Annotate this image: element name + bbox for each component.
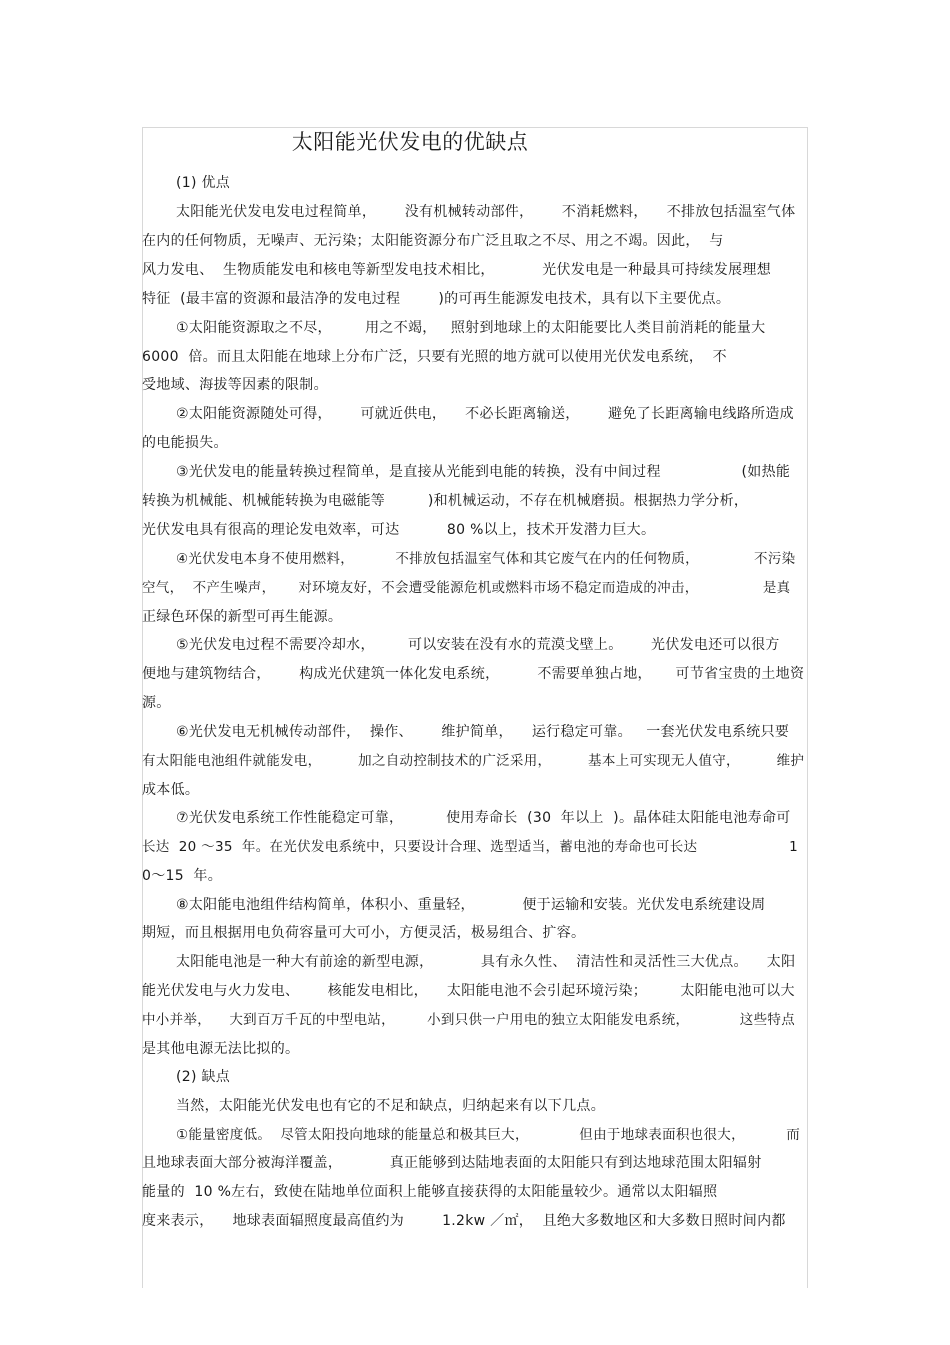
heading-advantages: (1) 优点 [176, 175, 231, 191]
paragraph-line: 成本低。 [142, 782, 200, 798]
paragraph-line: ①太阳能资源取之不尽， 用之不竭， 照射到地球上的太阳能要比人类目前消耗的能量大 [176, 320, 766, 336]
paragraph-line: 特征 (最丰富的资源和最洁净的发电过程 )的可再生能源发电技术，具有以下主要优点。 [142, 291, 731, 307]
paragraph-line: 风力发电、 生物质能发电和核电等新型发电技术相比， 光伏发电是一种最具可持续发展理想 [142, 262, 771, 278]
paragraph-line: 是其他电源无法比拟的。 [142, 1041, 300, 1057]
paragraph-line: 便地与建筑物结合， 构成光伏建筑一体化发电系统， 不需要单独占地， 可节省宝贵的土地资 [142, 666, 805, 682]
paragraph-line: 长达 20 ～35 年。在光伏发电系统中，只要设计合理、选型适当，蓄电池的寿命也可长达 1 [142, 839, 799, 855]
paragraph-line: 空气， 不产生噪声， 对环境友好，不会遭受能源危机或燃料市场不稳定而造成的冲击， 是真 [142, 580, 791, 596]
paragraph-line: ③光伏发电的能量转换过程简单，是直接从光能到电能的转换，没有中间过程 (如热能 [176, 464, 791, 480]
paragraph-line: 受地域、海拔等因素的限制。 [142, 377, 328, 393]
paragraph-line: 期短，而且根据用电负荷容量可大可小，方便灵活，极易组合、扩容。 [142, 925, 586, 941]
paragraph-line: 的电能损失。 [142, 435, 228, 451]
paragraph-line: 能光伏发电与火力发电、 核能发电相比， 太阳能电池不会引起环境污染； 太阳能电池可以大 [142, 983, 795, 999]
paragraph-line: 6000 倍。而且太阳能在地球上分布广泛，只要有光照的地方就可以使用光伏发电系统， 不 [142, 349, 727, 365]
paragraph-line: 当然，太阳能光伏发电也有它的不足和缺点，归纳起来有以下几点。 [176, 1098, 605, 1114]
paragraph-line: ⑧太阳能电池组件结构简单，体积小、重量轻， 便于运输和安装。光伏发电系统建设周 [176, 897, 766, 913]
paragraph-line: ⑤光伏发电过程不需要冷却水， 可以安装在没有水的荒漠戈壁上。 光伏发电还可以很方 [176, 637, 780, 653]
paragraph-line: 0～15 年。 [142, 868, 223, 884]
document-title: 太阳能光伏发电的优缺点 [291, 130, 529, 154]
paragraph-line: 在内的任何物质，无噪声、无污染；太阳能资源分布广泛且取之不尽、用之不竭。因此， 与 [142, 233, 724, 249]
paragraph-line: ①能量密度低。 尽管太阳投向地球的能量总和极其巨大， 但由于地球表面积也很大， 而 [176, 1127, 801, 1143]
paragraph-line: ②太阳能资源随处可得， 可就近供电， 不必长距离输送， 避免了长距离输电线路所造成 [176, 406, 794, 422]
paragraph-line: 源。 [142, 695, 171, 711]
paragraph-line: ⑦光伏发电系统工作性能稳定可靠， 使用寿命长 (30 年以上 )。晶体硅太阳能电池寿命可 [176, 810, 791, 826]
paragraph-line: 光伏发电具有很高的理论发电效率，可达 80 %以上，技术开发潜力巨大。 [142, 522, 656, 538]
paragraph-line: 度来表示， 地球表面辐照度最高值约为 1.2kw ／㎡， 且绝大多数地区和大多数日照时间内都 [142, 1213, 786, 1229]
paragraph-line: 且地球表面大部分被海洋覆盖， 真正能够到达陆地表面的太阳能只有到达地球范围太阳辐射 [142, 1155, 762, 1171]
paragraph-line: 太阳能电池是一种大有前途的新型电源， 具有永久性、 清洁性和灵活性三大优点。 太阳 [176, 954, 796, 970]
paragraph-line: 有太阳能电池组件就能发电， 加之自动控制技术的广泛采用， 基本上可实现无人值守， 维护 [142, 753, 805, 769]
paragraph-line: 正绿色环保的新型可再生能源。 [142, 609, 343, 625]
paragraph-line: 转换为机械能、机械能转换为电磁能等 )和机械运动，不存在机械磨损。根据热力学分析， [142, 493, 749, 509]
paragraph-line: 能量的 10 %左右，致使在陆地单位面积上能够直接获得的太阳能量较少。通常以太阳辐照 [142, 1184, 718, 1200]
paragraph-line: 中小并举， 大到百万千瓦的中型电站， 小到只供一户用电的独立太阳能发电系统， 这些特点 [142, 1012, 796, 1028]
paragraph-line: ④光伏发电本身不使用燃料， 不排放包括温室气体和其它废气在内的任何物质， 不污染 [176, 551, 796, 567]
paragraph-line: ⑥光伏发电无机械传动部件， 操作、 维护简单， 运行稳定可靠。 一套光伏发电系统只要 [176, 724, 790, 740]
heading-disadvantages: (2) 缺点 [176, 1069, 231, 1085]
paragraph-line: 太阳能光伏发电发电过程简单， 没有机械转动部件， 不消耗燃料， 不排放包括温室气体 [176, 204, 796, 220]
